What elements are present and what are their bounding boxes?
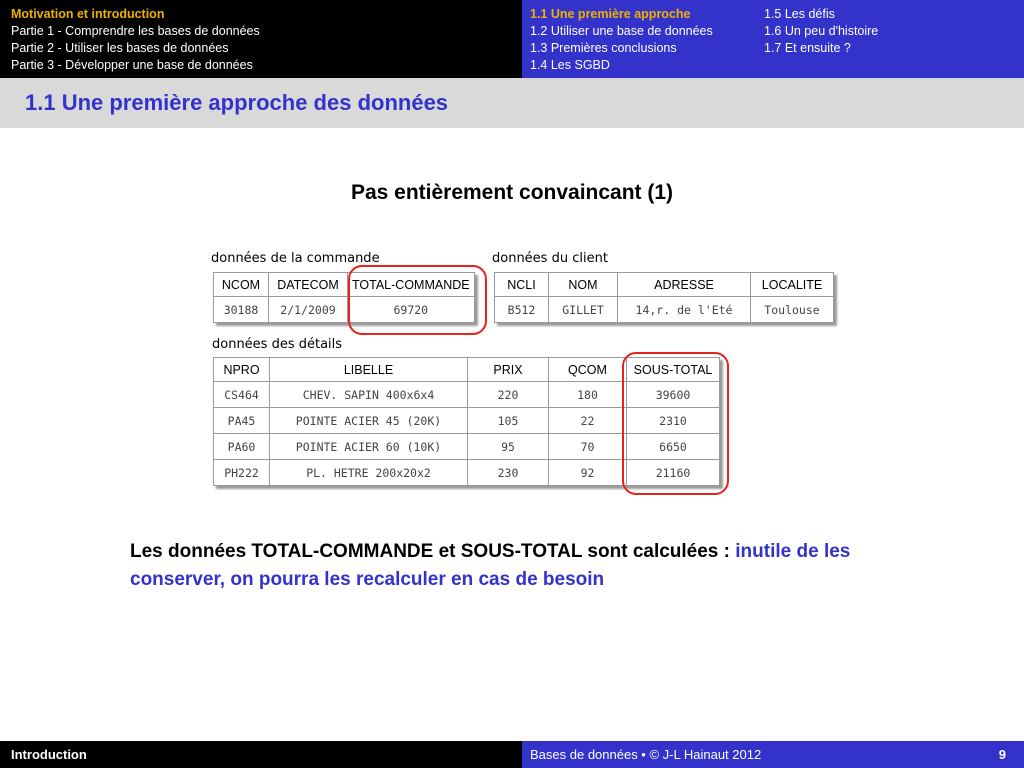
nav-subsection-1-4[interactable]: 1.4 Les SGBD xyxy=(530,58,610,72)
column-header: SOUS-TOTAL xyxy=(627,358,720,382)
column-header: NCOM xyxy=(214,273,269,297)
table-cell: CS464 xyxy=(214,382,270,408)
table-cell: 39600 xyxy=(627,382,720,408)
table-cell: PL. HETRE 200x20x2 xyxy=(270,460,468,486)
table-cell: 92 xyxy=(549,460,627,486)
table-cell: 70 xyxy=(549,434,627,460)
column-header: ADRESSE xyxy=(618,273,751,297)
table-cell: PA45 xyxy=(214,408,270,434)
conclusion-emphasis: inutile de les conserver, on pourra les recalculer en cas de besoin xyxy=(130,541,851,590)
column-header: NOM xyxy=(549,273,618,297)
client-table xyxy=(494,272,834,323)
table-cell: GILLET xyxy=(549,297,618,323)
table-cell: 22 xyxy=(549,408,627,434)
table-cell: 2310 xyxy=(627,408,720,434)
table-cell: PH222 xyxy=(214,460,270,486)
table-cell: 2/1/2009 xyxy=(269,297,348,323)
nav-subsection-1-1[interactable]: 1.1 Une première approche xyxy=(530,7,691,21)
table-cell: CHEV. SAPIN 400x6x4 xyxy=(270,382,468,408)
conclusion-main: Les données TOTAL-COMMANDE et SOUS-TOTAL sont calculées : xyxy=(130,541,736,562)
column-header: NPRO xyxy=(214,358,270,382)
column-header: DATECOM xyxy=(269,273,348,297)
column-header: PRIX xyxy=(468,358,549,382)
table-cell: Toulouse xyxy=(751,297,834,323)
footer-section xyxy=(0,741,522,768)
nav-section-3[interactable]: Partie 3 - Développer une base de données xyxy=(11,58,253,72)
section-nav xyxy=(0,0,522,78)
sous-total-highlight xyxy=(622,352,729,495)
table-cell: 230 xyxy=(468,460,549,486)
table-cell: B512 xyxy=(495,297,549,323)
table-header-row xyxy=(495,273,834,297)
nav-subsection-1-5[interactable]: 1.5 Les défis xyxy=(764,7,835,21)
table-row xyxy=(495,297,834,323)
frame-title-bar xyxy=(0,78,1024,128)
column-header: NCLI xyxy=(495,273,549,297)
conclusion-text xyxy=(130,538,950,594)
table-cell: 69720 xyxy=(348,297,475,323)
frame-title: 1.1 Une première approche des données xyxy=(25,90,449,115)
nav-section-0[interactable]: Motivation et introduction xyxy=(11,7,165,21)
column-header: LIBELLE xyxy=(270,358,468,382)
table-cell: 220 xyxy=(468,382,549,408)
table-cell: 95 xyxy=(468,434,549,460)
column-header: TOTAL-COMMANDE xyxy=(348,273,475,297)
table-cell: 21160 xyxy=(627,460,720,486)
nav-section-2[interactable]: Partie 2 - Utiliser les bases de données xyxy=(11,41,229,55)
subsection-nav-col2 xyxy=(764,6,878,57)
total-commande-highlight xyxy=(348,265,487,335)
slide-subtitle: Pas entièrement convaincant (1) xyxy=(350,181,674,204)
client-caption: données du client xyxy=(492,251,608,266)
footer-section-label: Introduction xyxy=(11,747,87,762)
column-header: QCOM xyxy=(549,358,627,382)
subsection-nav-col1 xyxy=(530,6,713,74)
table-cell: PA60 xyxy=(214,434,270,460)
subsection-nav xyxy=(522,0,1024,78)
footer-credit: Bases de données • © J-L Hainaut 2012 xyxy=(530,747,762,762)
table-cell: 30188 xyxy=(214,297,269,323)
nav-subsection-1-2[interactable]: 1.2 Utiliser une base de données xyxy=(530,24,713,38)
nav-subsection-1-3[interactable]: 1.3 Premières conclusions xyxy=(530,41,677,55)
details-caption: données des détails xyxy=(212,337,343,352)
page-number: 9 xyxy=(998,747,1006,762)
table-cell: 6650 xyxy=(627,434,720,460)
nav-subsection-1-7[interactable]: 1.7 Et ensuite ? xyxy=(764,41,851,55)
column-header: LOCALITE xyxy=(751,273,834,297)
commande-caption: données de la commande xyxy=(211,251,380,266)
footer-info xyxy=(522,741,1024,768)
table-cell: 105 xyxy=(468,408,549,434)
nav-section-1[interactable]: Partie 1 - Comprendre les bases de données xyxy=(11,24,260,38)
table-cell: 180 xyxy=(549,382,627,408)
table-cell: POINTE ACIER 45 (20K) xyxy=(270,408,468,434)
table-cell: POINTE ACIER 60 (10K) xyxy=(270,434,468,460)
nav-subsection-1-6[interactable]: 1.6 Un peu d'histoire xyxy=(764,24,879,38)
table-cell: 14,r. de l'Eté xyxy=(618,297,751,323)
